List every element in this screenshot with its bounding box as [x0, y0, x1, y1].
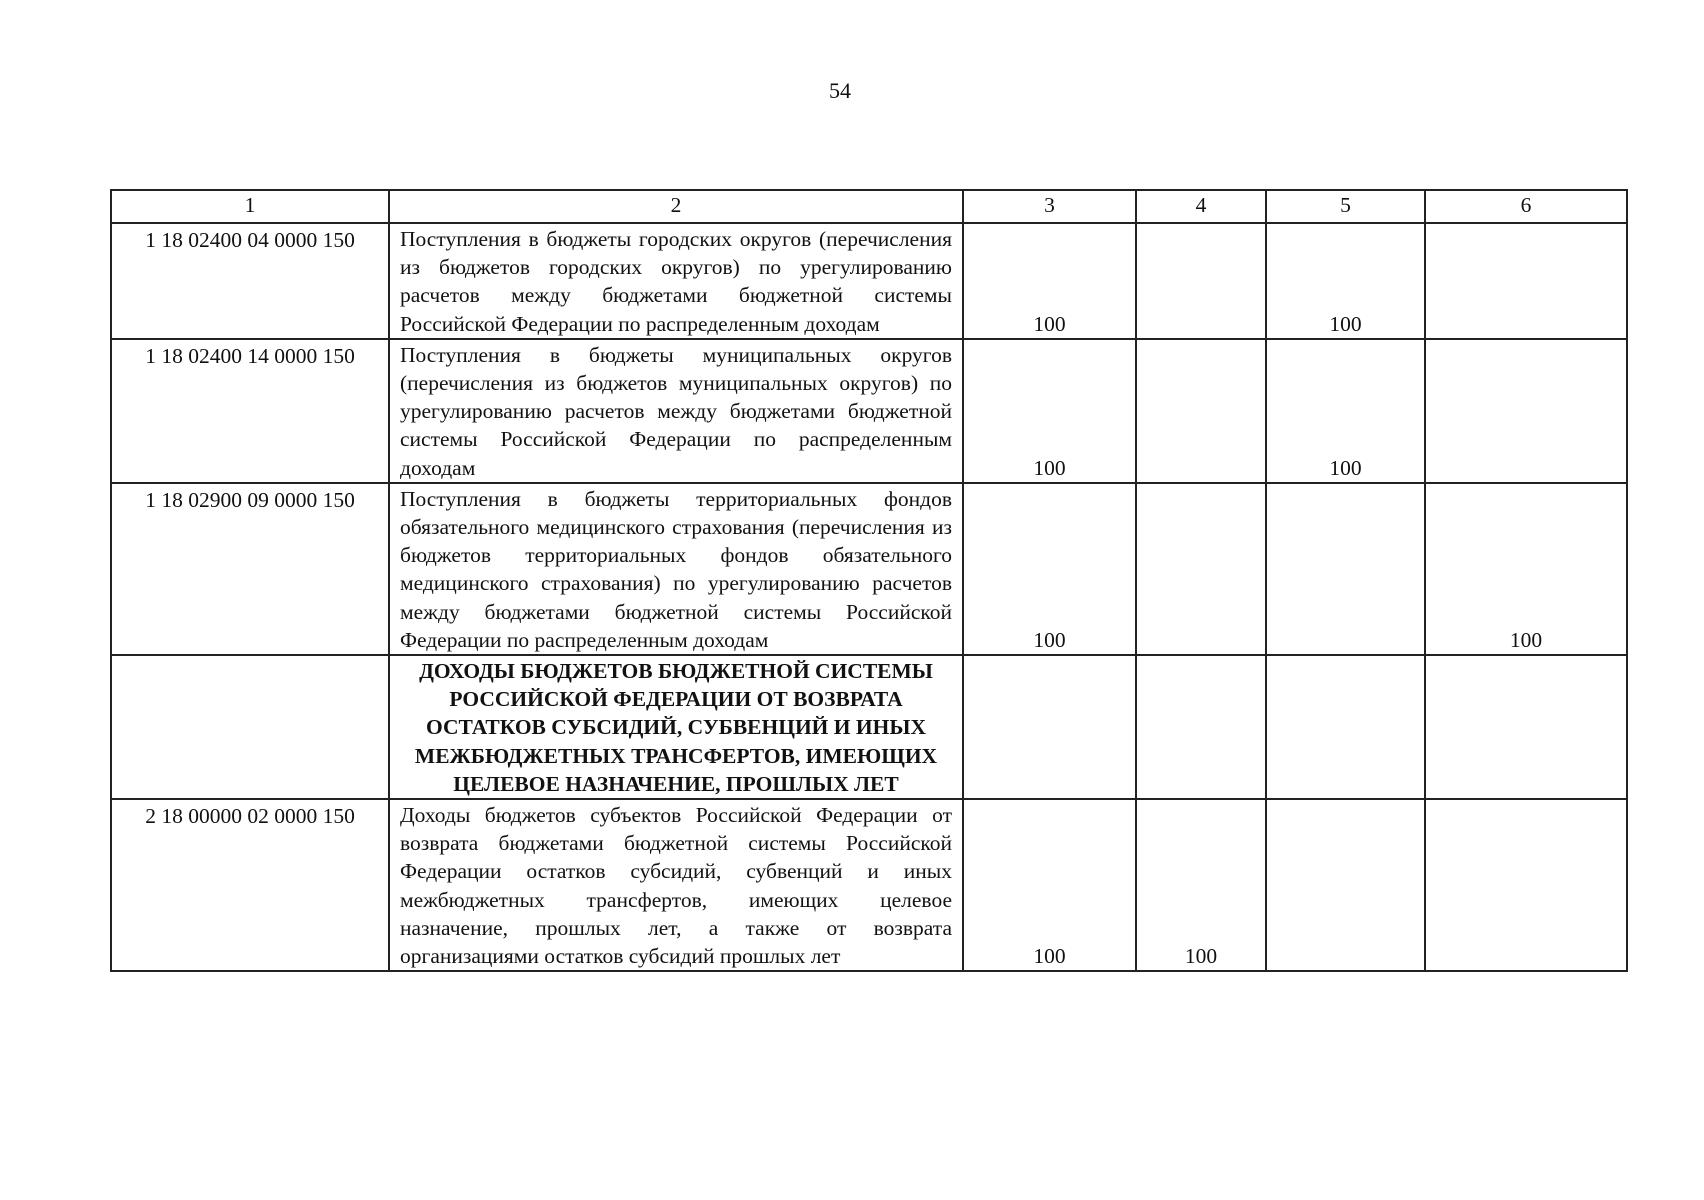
page-number: 54 [829, 78, 851, 103]
value-cell-col5: 100 [1266, 223, 1425, 339]
budget-code-cell: 1 18 02400 14 0000 150 [111, 339, 389, 483]
value-cell-col6 [1425, 339, 1627, 483]
budget-code-cell: 2 18 00000 02 0000 150 [111, 799, 389, 971]
column-header-4: 4 [1136, 190, 1266, 223]
description-cell: Доходы бюджетов субъектов Российской Федерации от возврата бюджетами бюджетной системы Российской Федерации остатков субсидий, субвенций и иных межбюджетных трансфертов, имеющих целевое назначение, прошлых лет, а также от возврата организациями остатков субсидий прошлых лет [389, 799, 963, 971]
description-cell: Поступления в бюджеты городских округов (перечисления из бюджетов городских округов) по урегулированию расчетов между бюджетами бюджетной системы Российской Федерации по распределенным доходам [389, 223, 963, 339]
value-cell-col3: 100 [963, 223, 1136, 339]
column-header-5: 5 [1266, 190, 1425, 223]
value-cell-col5 [1266, 655, 1425, 799]
budget-code-cell [111, 655, 389, 799]
budget-code-cell: 1 18 02400 04 0000 150 [111, 223, 389, 339]
value-cell-col4 [1136, 483, 1266, 655]
value-cell-col5: 100 [1266, 339, 1425, 483]
value-cell-col3: 100 [963, 483, 1136, 655]
table-header-row [111, 190, 1627, 223]
budget-codes-table [110, 189, 1628, 972]
section-heading-cell: ДОХОДЫ БЮДЖЕТОВ БЮДЖЕТНОЙ СИСТЕМЫ РОССИЙСКОЙ ФЕДЕРАЦИИ ОТ ВОЗВРАТА ОСТАТКОВ СУБСИДИЙ, СУБВЕНЦИЙ И ИНЫХ МЕЖБЮДЖЕТНЫХ ТРАНСФЕРТОВ, ИМЕЮЩИХ ЦЕЛЕВОЕ НАЗНАЧЕНИЕ, ПРОШЛЫХ ЛЕТ [389, 655, 963, 799]
column-header-2: 2 [389, 190, 963, 223]
value-cell-col6 [1425, 223, 1627, 339]
value-cell-col6 [1425, 655, 1627, 799]
value-cell-col3: 100 [963, 339, 1136, 483]
value-cell-col4 [1136, 655, 1266, 799]
value-cell-col5 [1266, 799, 1425, 971]
table-row [111, 483, 1627, 655]
value-cell-col6 [1425, 799, 1627, 971]
section-heading-row [111, 655, 1627, 799]
column-header-6: 6 [1425, 190, 1627, 223]
value-cell-col6: 100 [1425, 483, 1627, 655]
description-cell: Поступления в бюджеты муниципальных округов (перечисления из бюджетов муниципальных округов) по урегулированию расчетов между бюджетами бюджетной системы Российской Федерации по распределенным доходам [389, 339, 963, 483]
table-row [111, 223, 1627, 339]
value-cell-col3 [963, 655, 1136, 799]
column-header-1: 1 [111, 190, 389, 223]
table-row [111, 799, 1627, 971]
description-cell: Поступления в бюджеты территориальных фондов обязательного медицинского страхования (перечисления из бюджетов территориальных фондов обязательного медицинского страхования) по урегулированию расчетов между бюджетами бюджетной системы Российской Федерации по распределенным доходам [389, 483, 963, 655]
value-cell-col4 [1136, 223, 1266, 339]
value-cell-col4 [1136, 339, 1266, 483]
value-cell-col3: 100 [963, 799, 1136, 971]
budget-code-cell: 1 18 02900 09 0000 150 [111, 483, 389, 655]
value-cell-col4: 100 [1136, 799, 1266, 971]
value-cell-col5 [1266, 483, 1425, 655]
table-row [111, 339, 1627, 483]
column-header-3: 3 [963, 190, 1136, 223]
